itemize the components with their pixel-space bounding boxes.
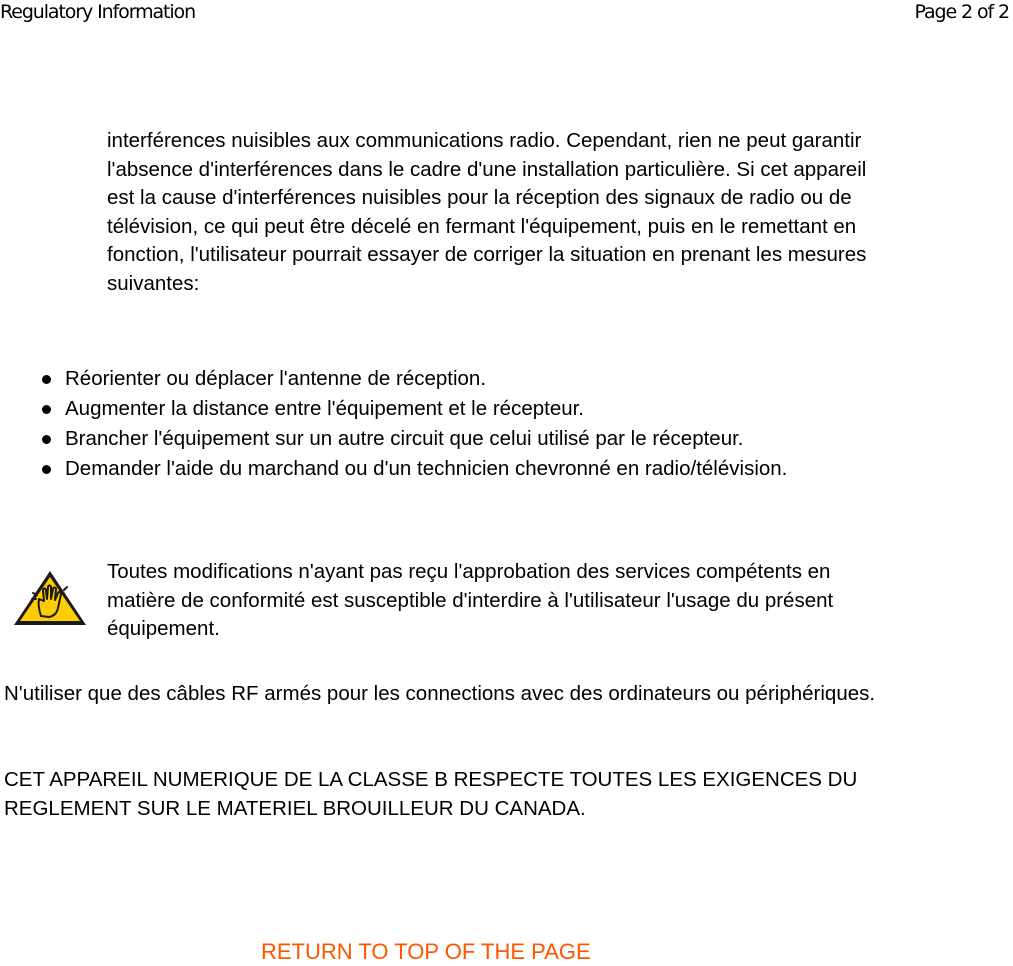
warning-hand-icon <box>11 568 89 628</box>
bullet-icon <box>42 465 51 474</box>
remedy-list <box>40 364 940 484</box>
list-item-text: Réorienter ou déplacer l'antenne de réception. <box>65 367 487 390</box>
bullet-icon <box>42 405 51 414</box>
list-item <box>40 364 940 394</box>
list-item-text: Brancher l'équipement sur un autre circuit que celui utilisé par le récepteur. <box>65 427 744 450</box>
list-item <box>40 424 940 454</box>
list-item-text: Demander l'aide du marchand ou d'un technicien chevronné en radio/télévision. <box>65 457 788 480</box>
cables-paragraph: N'utiliser que des câbles RF armés pour les connections avec des ordinateurs ou périphériques. <box>4 682 876 705</box>
page-header <box>0 0 1013 28</box>
page-number: Page 2 of 2 <box>914 1 1009 23</box>
bullet-icon <box>42 375 51 384</box>
document-title: Regulatory Information <box>0 1 196 23</box>
list-item-text: Augmenter la distance entre l'équipement et le récepteur. <box>65 397 585 420</box>
warning-paragraph: Toutes modifications n'ayant pas reçu l'approbation des services compétents en matière de conformité est susceptible d'interdire à l'utilisateur l'usage du présent équipement. <box>107 560 834 640</box>
bullet-icon <box>42 435 51 444</box>
interference-paragraph: interférences nuisibles aux communications radio. Cependant, rien ne peut garantir l'absence d'interférences dans le cadre d'une installation particulière. Si cet appareil est la cause d'interférences nuisibles pour la réception des signaux de radio ou de télévision, ce qui peut être décelé en fermant l'équipement, puis en le remettant en fonction, l'utilisateur pourrait essayer de corriger la situation en prenant les mesures suivantes: <box>107 129 867 295</box>
list-item <box>40 394 940 424</box>
class-b-paragraph: CET APPAREIL NUMERIQUE DE LA CLASSE B RESPECTE TOUTES LES EXIGENCES DU REGLEMENT SUR LE MATERIEL BROUILLEUR DU CANADA. <box>4 768 858 820</box>
list-item <box>40 454 940 484</box>
return-to-top-link[interactable]: RETURN TO TOP OF THE PAGE <box>261 939 591 964</box>
